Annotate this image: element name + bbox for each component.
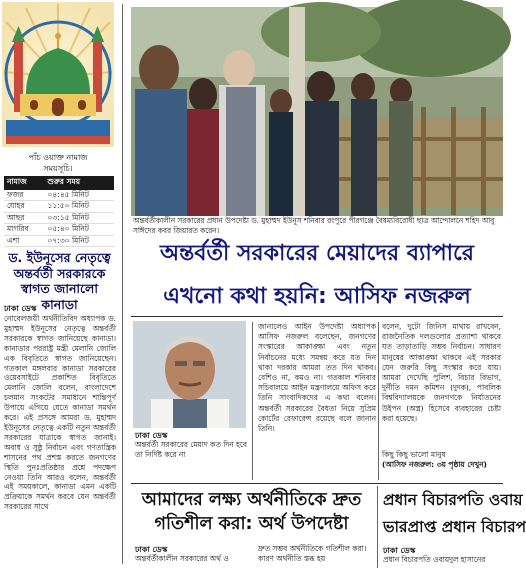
table-row — [4, 212, 114, 223]
finance-adviser-headline-line1[interactable]: আমাদের লক্ষ্য অর্থনীতিকে দ্রুত — [141, 490, 362, 510]
prayer-time: ০৩:১৫ মিনিট — [45, 212, 114, 223]
photo-graveside-prayer — [131, 7, 503, 216]
finance-dhaka-desk-byline: ঢাকা ডেস্ক — [135, 545, 168, 554]
chief-justice-story-body: প্রধান বিচারপতি ওবায়দুল হাসানের — [383, 555, 486, 564]
lead-dhaka-desk-byline: ঢাকা ডেস্ক — [135, 431, 168, 440]
mosque-emblem-image — [2, 2, 114, 147]
table-header-row — [4, 176, 114, 190]
prayer-name: ফজর — [4, 190, 45, 201]
section-rule — [131, 483, 503, 484]
continued-on-page-link[interactable]: (আসিফ নজরুল: ৩য় পৃষ্ঠায় দেখুন) — [382, 460, 487, 470]
portrait-graphic — [133, 321, 246, 428]
prayer-title-line1: পাঁচ ওয়াক্ত নামাজ — [28, 153, 88, 162]
prayer-times-table — [4, 176, 114, 247]
finance-adviser-headline-line2[interactable]: গতিশীল করা: অর্থ উপদেষ্টা — [154, 514, 349, 534]
canada-story-body: নোবেলজয়ী অর্থনীতিবিদ অধ্যাপক ড. মুহাম্মদ ইউনূসের নেতৃত্বে অন্তর্বর্তী সরকারকে স্বাগত জানিয়েছে কানাডা। কানাডার পররাষ্ট্র মন্ত্রী মেলানি জোলি এক বিবৃতিতে স্বাগত জানিয়েছেন। গতকাল মঙ্গলবার কানাডা সরকারের ওয়েবসাইটে প্রকাশিত বিবৃতিতে মেলানি জোলি বলেন, বাংলাদেশে চলমান সংকটের সমাধানে শান্তিপূর্ণ উপায়ে এগিয়ে যেতে কানাডা সমর্থন করে। এই প্রসঙ্গে আমরা ড. মুহাম্মদ ইউনূসের নেতৃত্বে একটি নতুন অন্তর্বর্তী সরকারের যাত্রাকে স্বাগত জানাই। অবাধ ও সুষ্ঠু নির্বাচন এবং গণতান্ত্রিক শাসনের পথ প্রশস্ত করতে জনগণের স্থিতি পুনঃপ্রতিষ্ঠার প্রশ্নে পদক্ষেপ নেওয়া তিনি আরও বলেন, অন্তর্বর্তী এই সময়কালে, কানাডা এমন একটি প্রক্রিয়াকে সমর্থন করবে যেন অন্তর্বর্তী সরকারের সাথে — [4, 314, 116, 512]
photo-caption: অন্তর্বর্তীকালীন সরকারের প্রধান উপদেষ্টা ড. মুহাম্মদ ইউনূস শনিবার রংপুরে পীরগঞ্জে বৈষম্যবিরোধী ছাত্র আন্দোলনে শহিদ আবু সাঈদের কবর জিয়ারত করেন। — [133, 216, 495, 235]
prayer-time: ০৪:৪৫ মিনিট — [45, 190, 114, 201]
column-divider — [378, 322, 379, 480]
prayer-schedule-title — [0, 152, 116, 174]
prayer-time: ১১:৫০ মিনিট — [45, 201, 114, 212]
dhaka-desk-byline: ঢাকা ডেস্ক — [4, 304, 37, 313]
column-divider — [252, 322, 253, 480]
lead-headline-line2[interactable]: এখনো কথা হয়নি: আসিফ নজরুল — [163, 284, 471, 309]
mosque-emblem-graphic — [2, 2, 114, 147]
lead-headline-line1[interactable]: অন্তর্বর্তী সরকারের মেয়াদের ব্যাপারে — [160, 241, 474, 266]
table-row — [4, 201, 114, 212]
prayer-title-line2: সময়সূচি। — [43, 164, 73, 173]
chief-justice-dhaka-desk-byline: ঢাকা ডেস্ক — [383, 546, 416, 555]
prayer-time: ০৫:৪০ মিনিট — [45, 224, 114, 235]
asif-nazrul-portrait[interactable] — [133, 321, 246, 428]
prayer-name: এশা — [4, 235, 45, 246]
chief-justice-headline-line2[interactable]: ভারপ্রাপ্ত প্রধান বিচারপ — [383, 518, 526, 536]
finance-story-body-1: অন্তর্বর্তীকালীন সরকারের অর্থ ও — [135, 554, 229, 563]
canada-story-headline[interactable]: ড. ইউনূসের নেতৃত্বে অন্তর্বর্তী সরকারকে স্বাগত জানালো কানাডা — [8, 250, 111, 312]
lead-story-tail-text: কিছু কিছু ভালো মানুষ — [382, 450, 446, 459]
prayer-name: মাগরিব — [4, 224, 45, 235]
prayer-name: আছর — [4, 212, 45, 223]
column-header-prayer: নামাজ — [4, 176, 45, 190]
chief-justice-headline-line1[interactable]: প্রধান বিচারপতি ওবায় — [383, 491, 523, 509]
table-row — [4, 224, 114, 235]
lead-photo[interactable] — [131, 7, 503, 216]
table-row — [4, 190, 114, 201]
prayer-time: ০৭:৩০ মিনিট — [45, 235, 114, 246]
table-row — [4, 235, 114, 246]
lead-story-tail — [382, 450, 502, 470]
lead-story-intro: অন্তর্বর্তী সরকারের মেয়াদ কত দিন হবে তা নির্দিষ্ট করে না — [135, 440, 247, 459]
lead-story-column-2: বলেন, দুটো জিনিস মাথায় রাখবেন, রাজনৈতিক দলগুলোর প্রত্যাশা থাকবে যত তাড়াতাড়ি সম্ভব নির্বাচন। সাধারণ মানুষের আকাঙ্ক্ষা থাকবে এই সরকার যেন জরুরি কিছু সংস্কার করে যায়। আমরা দেখেছি পুলিশ, বিচার বিভাগ, দুর্নীতি দমন কমিশন (দুদক), পাবলিক বিশ্ববিদ্যালয়কে জনগণকে নির্যাতনের উইপন (অস্ত্র) হিসেবে ব্যবহারের চেষ্টা করা হয়েছে। — [382, 322, 501, 423]
left-column — [0, 0, 116, 568]
prayer-name: যোহর — [4, 201, 45, 212]
column-divider — [122, 4, 123, 564]
column-header-time: শুরুর সময় — [45, 176, 114, 190]
column-divider — [377, 486, 378, 568]
lead-story-column-1: জানালেও আইন উপদেষ্টা অধ্যাপক আসিফ নজরুল বলেছেন, জনগণের সংস্কারের আকাঙ্ক্ষা এবং নতুন নির্বাচনের মধ্যে সমন্বয় করে যত দিন থাকা দরকার আমরা তত দিন থাকব। বেশিও না, কমও না। গতকাল শনিবার সচিবালয়ে আইন মন্ত্রণালয়ে অফিস করে তিনি সাংবাদিকদের এ কথা বলেন। অন্তর্বর্তী সরকারের বৈধতা নিয়ে সুপ্রিম কোর্টের রেফারেন্স রয়েছে বলে জানান তিনি। — [258, 322, 376, 434]
finance-story-body-2: দ্রুত সম্ভব অর্থনীতিকে গতিশীল করা। কারণ অর্থনীতি স্তব্ধ হয় — [258, 544, 367, 563]
headline-rule — [131, 316, 503, 317]
